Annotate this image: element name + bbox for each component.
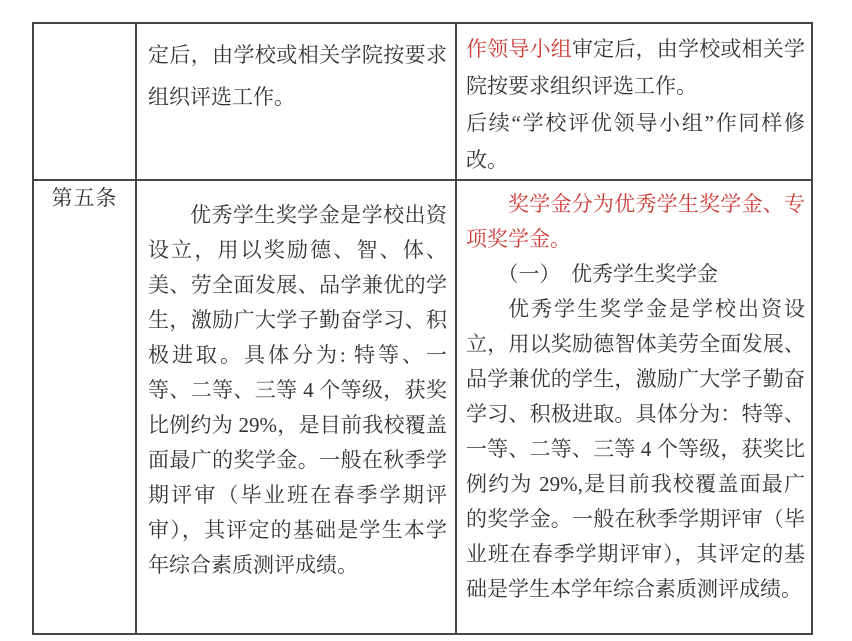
table-row-continuation bbox=[33, 23, 812, 180]
revised-text-cell bbox=[456, 23, 812, 180]
revised-subheading-paragraph: （一） 优秀学生奖学金 bbox=[497, 262, 718, 286]
article-label-cell-empty bbox=[33, 23, 136, 180]
original-paragraph: 优秀学生奖学金是学校出资设立，用以奖励德、智、体、美、劳全面发展、品学兼优的学生，激励广大学子勤奋学习、积极进取。具体分为: 特等、一等、二等、三等 4 个等级，获奖比例约为 29%，是目前我校覆盖面最广的奖学金。一般在秋季学期评审（毕业班在春季学期评审），其评定的基础是学生本学年综合素质测评成绩。 bbox=[148, 203, 447, 577]
original-paragraph: 定后，由学校或相关学院按要求组织评选工作。 bbox=[148, 43, 447, 109]
revised-paragraph bbox=[466, 31, 805, 105]
revision-note-paragraph: 后续“学校评优领导小组”作同样修改。 bbox=[466, 111, 805, 172]
revision-highlight-text: 作领导小组 bbox=[466, 37, 572, 61]
revised-text-cell bbox=[456, 180, 812, 634]
article-label-cell: 第五条 bbox=[33, 180, 136, 634]
revised-paragraph-text: 审定后，由学校或相关学院按要求组织评选工作。 bbox=[466, 37, 805, 98]
original-text-cell bbox=[136, 180, 456, 634]
revision-comparison-table bbox=[32, 22, 813, 635]
revised-paragraph: 优秀学生奖学金是学校出资设立，用以奖励德智体美劳全面发展、品学兼优的学生，激励广大学子勤奋学习、积极进取。具体分为：特等、一等、二等、三等 4 个等级，获奖比例约为 29%,是目前我校覆盖面最广的奖学金。一般在秋季学期评审（毕业班在春季学期评审），其评定的基础是学生本学年综合素质测评成绩。 bbox=[466, 297, 805, 601]
table-row-article-5 bbox=[33, 180, 812, 634]
original-text-cell bbox=[136, 23, 456, 180]
revision-highlight-paragraph: 奖学金分为优秀学生奖学金、专项奖学金。 bbox=[466, 192, 805, 251]
